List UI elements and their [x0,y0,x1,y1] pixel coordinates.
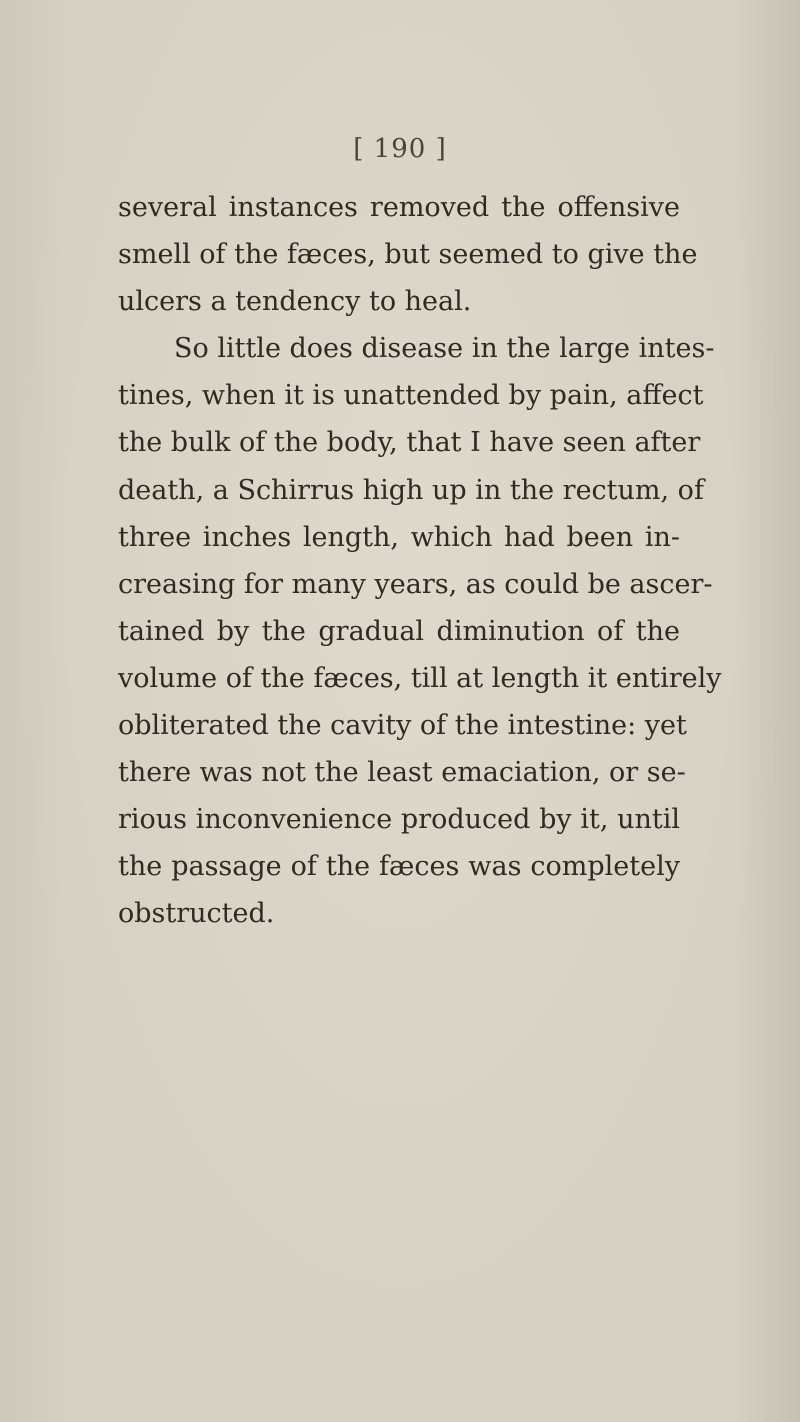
text-line: smell of the fæces, but seemed to give the [118,239,698,271]
text-line: ulcers a tendency to heal. [118,286,472,318]
text-line: tained by the gradual diminution of the [118,615,680,647]
body-text [118,184,722,938]
text-line: volume of the fæces, till at length it entirely [118,662,722,694]
text-line: the bulk of the body, that I have seen after [118,427,701,459]
text-line: three inches length, which had been in- [118,521,680,553]
text-line: the passage of the fæces was completely [118,851,680,883]
text-line: creasing for many years, as could be ascer- [118,568,713,600]
text-line: obstructed. [118,898,275,930]
page-number: [ 190 ] [353,134,447,164]
text-line: there was not the least emaciation, or se- [118,757,686,789]
text-line: obliterated the cavity of the intestine: yet [118,710,687,742]
text-line: So little does disease in the large intes- [174,333,715,365]
text-line: rious inconvenience produced by it, until [118,804,680,836]
text-line: several instances removed the offensive [118,192,680,223]
text-line: tines, when it is unattended by pain, affect [118,380,704,412]
text-line: death, a Schirrus high up in the rectum, of [118,474,704,506]
